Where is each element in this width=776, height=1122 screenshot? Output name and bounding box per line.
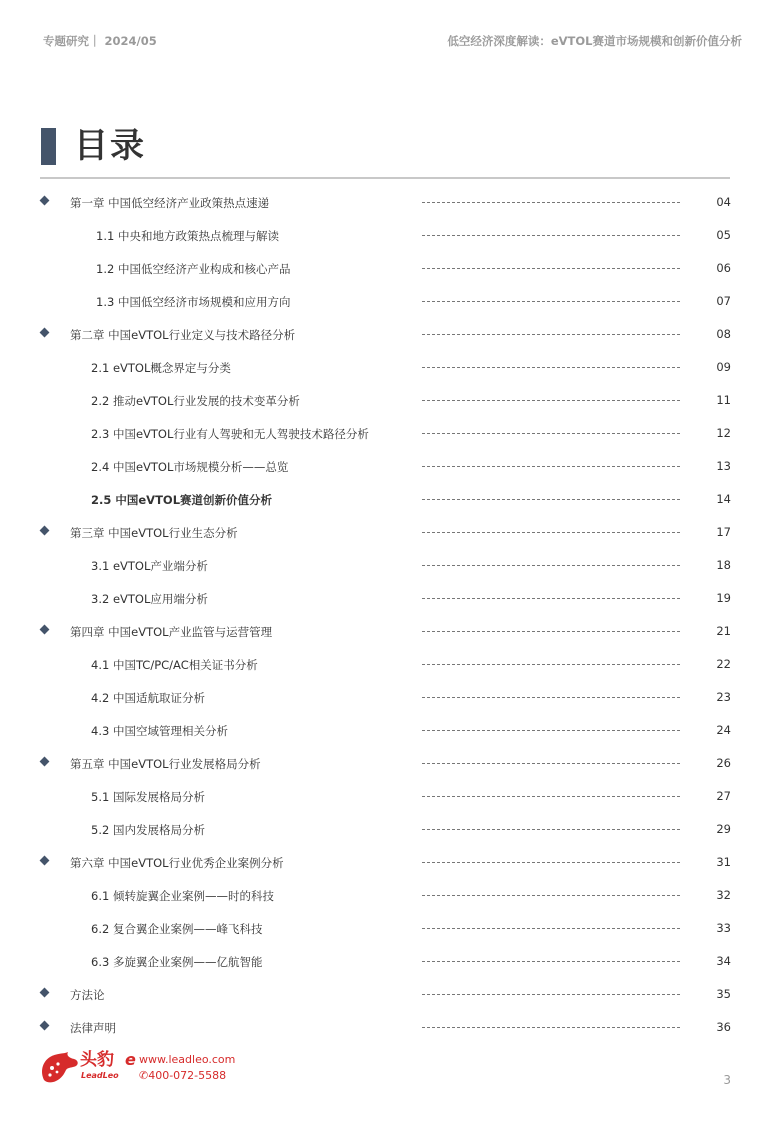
brand-logo bbox=[38, 1050, 238, 1086]
toc-label: 1.3 中国低空经济市场规模和应用方向 bbox=[96, 295, 291, 309]
phone-number bbox=[139, 1069, 226, 1082]
toc-leader-dashes bbox=[422, 202, 680, 203]
toc-leader-dashes bbox=[422, 961, 680, 962]
toc-page-number: 23 bbox=[716, 690, 731, 704]
diamond-bullet-icon bbox=[40, 856, 50, 866]
toc-page-number: 36 bbox=[716, 1020, 731, 1034]
toc-label: 3.1 eVTOL产业端分析 bbox=[91, 559, 208, 573]
toc-page-number: 34 bbox=[716, 954, 731, 968]
toc-label: 第六章 中国eVTOL行业优秀企业案例分析 bbox=[70, 856, 284, 870]
toc-leader-dashes bbox=[422, 994, 680, 995]
toc-page-number: 05 bbox=[716, 228, 731, 242]
diamond-bullet-icon bbox=[40, 988, 50, 998]
toc-page-number: 26 bbox=[716, 756, 731, 770]
toc-label: 第二章 中国eVTOL行业定义与技术路径分析 bbox=[70, 328, 296, 342]
toc-page-number: 11 bbox=[716, 393, 731, 407]
toc-section-row[interactable] bbox=[0, 549, 776, 582]
toc-leader-dashes bbox=[422, 301, 680, 302]
toc-label: 6.1 倾转旋翼企业案例——时的科技 bbox=[91, 889, 274, 903]
page-title: 目录 bbox=[74, 126, 146, 166]
toc-label: 第一章 中国低空经济产业政策热点速递 bbox=[70, 196, 270, 210]
toc-leader-dashes bbox=[422, 433, 680, 434]
toc-leader-dashes bbox=[422, 631, 680, 632]
toc-page-number: 18 bbox=[716, 558, 731, 572]
toc-label: 2.3 中国eVTOL行业有人驾驶和无人驾驶技术路径分析 bbox=[91, 427, 369, 441]
toc-leader-dashes bbox=[422, 862, 680, 863]
toc-label: 方法论 bbox=[70, 988, 105, 1002]
toc-page-number: 22 bbox=[716, 657, 731, 671]
toc-label: 5.2 国内发展格局分析 bbox=[91, 823, 205, 837]
toc-label: 2.4 中国eVTOL市场规模分析——总览 bbox=[91, 460, 289, 474]
diamond-bullet-icon bbox=[40, 625, 50, 635]
toc-page-number: 31 bbox=[716, 855, 731, 869]
toc-leader-dashes bbox=[422, 367, 680, 368]
website-link[interactable]: www.leadleo.com bbox=[139, 1053, 236, 1066]
diamond-bullet-icon bbox=[40, 1021, 50, 1031]
phone-text: 400-072-5588 bbox=[148, 1069, 227, 1082]
toc-section-row[interactable] bbox=[0, 912, 776, 945]
toc-leader-dashes bbox=[422, 565, 680, 566]
toc-page-number: 27 bbox=[716, 789, 731, 803]
toc-section-row[interactable] bbox=[0, 945, 776, 978]
toc-section-row[interactable] bbox=[0, 351, 776, 384]
title-divider bbox=[40, 177, 730, 179]
toc-leader-dashes bbox=[422, 697, 680, 698]
toc-section-row[interactable] bbox=[0, 219, 776, 252]
toc-label: 6.3 多旋翼企业案例——亿航智能 bbox=[91, 955, 263, 969]
toc-leader-dashes bbox=[422, 466, 680, 467]
header-right: 低空经济深度解读：eVTOL赛道市场规模和创新价值分析 bbox=[447, 34, 742, 48]
toc-leader-dashes bbox=[422, 928, 680, 929]
toc-leader-dashes bbox=[422, 829, 680, 830]
toc-page-number: 12 bbox=[716, 426, 731, 440]
toc-chapter-row[interactable] bbox=[0, 516, 776, 549]
toc-leader-dashes bbox=[422, 268, 680, 269]
toc-page-number: 24 bbox=[716, 723, 731, 737]
toc-leader-dashes bbox=[422, 598, 680, 599]
phone-icon: ✆ bbox=[139, 1069, 149, 1082]
brand-name-en: LeadLeo bbox=[81, 1071, 119, 1080]
toc-label: 4.1 中国TC/PC/AC相关证书分析 bbox=[91, 658, 258, 672]
toc-label: 4.2 中国适航取证分析 bbox=[91, 691, 205, 705]
toc-label: 6.2 复合翼企业案例——峰飞科技 bbox=[91, 922, 263, 936]
toc-page-number: 35 bbox=[716, 987, 731, 1001]
toc-chapter-row[interactable] bbox=[0, 615, 776, 648]
toc-section-row[interactable] bbox=[0, 285, 776, 318]
toc-page-number: 32 bbox=[716, 888, 731, 902]
diamond-bullet-icon bbox=[40, 757, 50, 767]
toc-page-number: 08 bbox=[716, 327, 731, 341]
toc-leader-dashes bbox=[422, 895, 680, 896]
toc-page-number: 07 bbox=[716, 294, 731, 308]
toc-section-row[interactable] bbox=[0, 582, 776, 615]
toc-leader-dashes bbox=[422, 334, 680, 335]
toc-page-number: 09 bbox=[716, 360, 731, 374]
brand-name-cn: 头豹 bbox=[80, 1050, 114, 1070]
toc-section-row[interactable] bbox=[0, 252, 776, 285]
toc-label: 3.2 eVTOL应用端分析 bbox=[91, 592, 208, 606]
diamond-bullet-icon bbox=[40, 328, 50, 338]
toc-page-number: 06 bbox=[716, 261, 731, 275]
leopard-logo-icon bbox=[38, 1050, 80, 1084]
toc-label: 5.1 国际发展格局分析 bbox=[91, 790, 205, 804]
toc-label: 4.3 中国空域管理相关分析 bbox=[91, 724, 228, 738]
toc-leader-dashes bbox=[422, 664, 680, 665]
toc-leader-dashes bbox=[422, 532, 680, 533]
toc-label: 2.2 推动eVTOL行业发展的技术变革分析 bbox=[91, 394, 300, 408]
toc-label: 1.2 中国低空经济产业构成和核心产品 bbox=[96, 262, 291, 276]
toc-label: 第四章 中国eVTOL产业监管与运营管理 bbox=[70, 625, 273, 639]
diamond-bullet-icon bbox=[40, 196, 50, 206]
toc-chapter-row[interactable] bbox=[0, 747, 776, 780]
title-accent-bar bbox=[41, 128, 56, 165]
toc-page-number: 13 bbox=[716, 459, 731, 473]
toc-page-number: 29 bbox=[716, 822, 731, 836]
toc-page-number: 33 bbox=[716, 921, 731, 935]
toc-label: 第三章 中国eVTOL行业生态分析 bbox=[70, 526, 238, 540]
toc-chapter-row[interactable] bbox=[0, 846, 776, 879]
toc-leader-dashes bbox=[422, 235, 680, 236]
toc-section-row[interactable] bbox=[0, 879, 776, 912]
toc-leader-dashes bbox=[422, 796, 680, 797]
toc-page-number: 21 bbox=[716, 624, 731, 638]
toc-chapter-row[interactable] bbox=[0, 1011, 776, 1044]
toc-leader-dashes bbox=[422, 763, 680, 764]
toc-label: 2.5 中国eVTOL赛道创新价值分析 bbox=[91, 493, 273, 507]
toc-section-row[interactable] bbox=[0, 813, 776, 846]
toc-label: 第五章 中国eVTOL行业发展格局分析 bbox=[70, 757, 261, 771]
toc-section-row[interactable] bbox=[0, 681, 776, 714]
toc-label: 法律声明 bbox=[70, 1021, 116, 1035]
toc-section-row[interactable] bbox=[0, 648, 776, 681]
toc-page-number: 17 bbox=[716, 525, 731, 539]
toc-label: 1.1 中央和地方政策热点梳理与解读 bbox=[96, 229, 279, 243]
toc-label: 2.1 eVTOL概念界定与分类 bbox=[91, 361, 231, 375]
table-of-contents bbox=[0, 186, 776, 1044]
toc-section-row[interactable] bbox=[0, 450, 776, 483]
toc-leader-dashes bbox=[422, 400, 680, 401]
header-left: 专题研究｜ 2024/05 bbox=[43, 34, 157, 48]
toc-section-row[interactable] bbox=[0, 384, 776, 417]
diamond-bullet-icon bbox=[40, 526, 50, 536]
toc-section-row[interactable] bbox=[0, 417, 776, 450]
toc-chapter-row[interactable] bbox=[0, 978, 776, 1011]
toc-leader-dashes bbox=[422, 499, 680, 500]
page-number: 3 bbox=[723, 1073, 731, 1087]
toc-chapter-row[interactable] bbox=[0, 318, 776, 351]
toc-leader-dashes bbox=[422, 1027, 680, 1028]
e-logo-icon: e bbox=[125, 1050, 136, 1069]
toc-leader-dashes bbox=[422, 730, 680, 731]
toc-page-number: 04 bbox=[716, 195, 731, 209]
toc-page-number: 19 bbox=[716, 591, 731, 605]
toc-section-row[interactable] bbox=[0, 483, 776, 516]
toc-section-row[interactable] bbox=[0, 714, 776, 747]
toc-page-number: 14 bbox=[716, 492, 731, 506]
toc-chapter-row[interactable] bbox=[0, 186, 776, 219]
toc-section-row[interactable] bbox=[0, 780, 776, 813]
